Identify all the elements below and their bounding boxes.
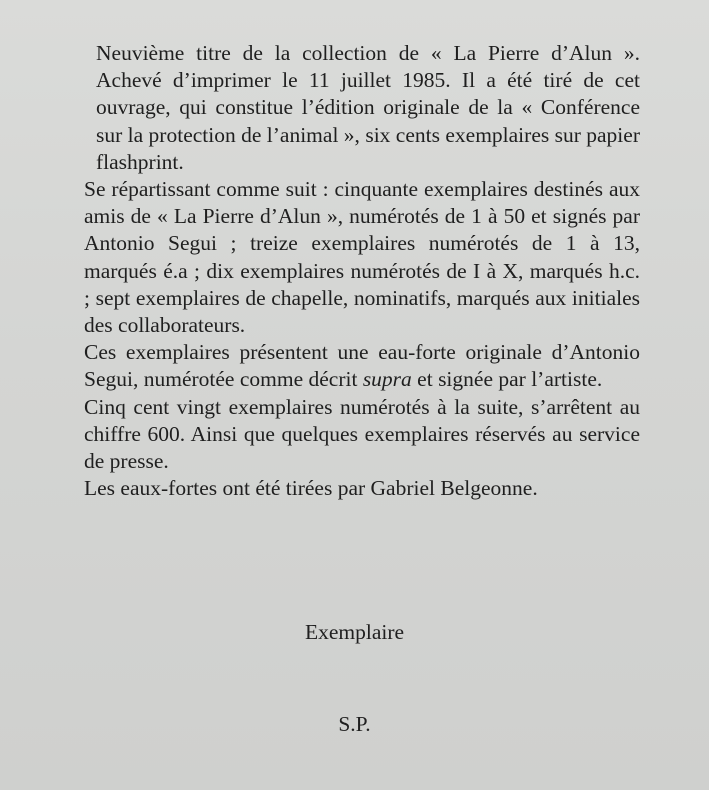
paragraph-3-text-start: Ces exemplaires présentent une eau-forte originale d’Antonio Segui, numérotée comme décrit	[84, 340, 640, 392]
exemplaire-label: Exemplaire	[304, 620, 405, 644]
colophon-paragraph-2: Se répartissant comme suit : cinquante exemplaires destinés aux amis de « La Pierre d’Alun », numérotés de 1 à 50 et signés par Antonio Segui ; treize exemplaires numérotés de 1 à 13, marqués é.a ; dix exemplaires numérotés de I à X, marqués h.c. ; sept exemplaires de chapelle, nominatifs, marqués aux initiales des collaborateurs.	[84, 177, 640, 338]
colophon-paragraph-1: Neuvième titre de la collection de « La Pierre d’Alun ». Achevé d’imprimer le 11 juillet 1985. Il a été tiré de cet ouvrage, qui constitue l’édition originale de la « Conférence sur la protection de l’animal », six cents exemplaires sur papier flashprint.	[96, 41, 640, 174]
paragraph-3-text-end: et signée par l’artiste.	[417, 367, 603, 392]
supra-italic: supra	[362, 367, 412, 392]
colophon-paragraph-3	[84, 339, 640, 393]
exemplaire-number: S.P.	[338, 712, 371, 736]
colophon-paragraph-5: Les eaux-fortes ont été tirées par Gabriel Belgeonne.	[84, 476, 538, 501]
colophon-paragraph-4: Cinq cent vingt exemplaires numérotés à la suite, s’arrêtent au chiffre 600. Ainsi que quelques exemplaires réservés au service de presse.	[84, 394, 640, 474]
colophon-text	[84, 40, 640, 502]
